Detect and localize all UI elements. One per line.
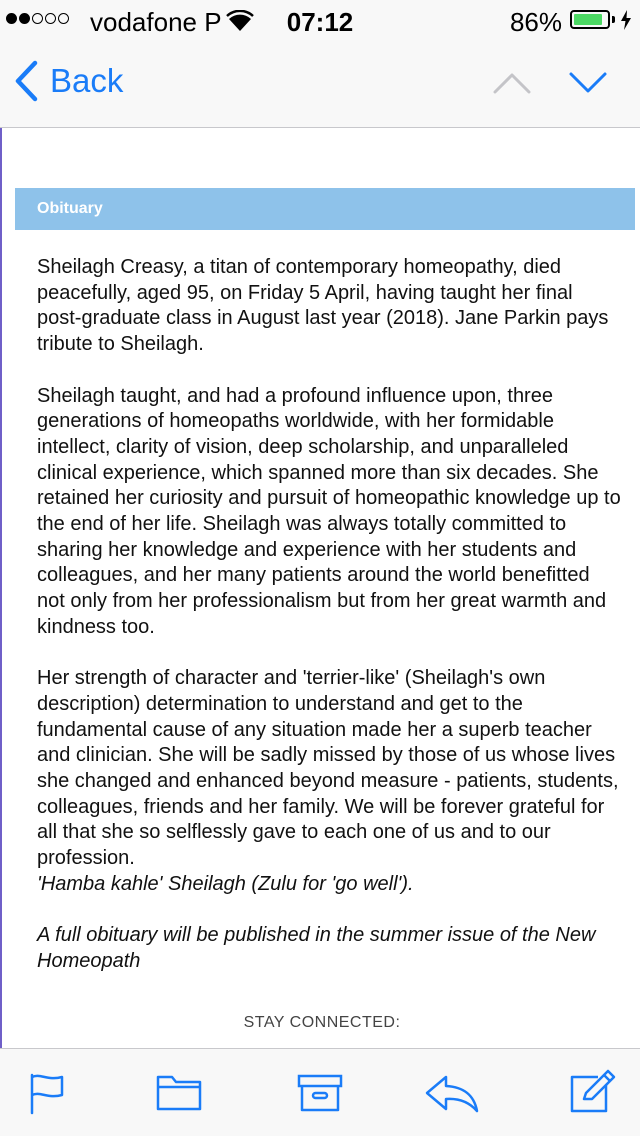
reply-icon[interactable] (424, 1073, 480, 1113)
flag-icon[interactable] (28, 1073, 68, 1115)
section-header (15, 188, 635, 230)
navigation-bar (0, 40, 640, 128)
paragraph-influence: Sheilagh taught, and had a profound influence upon, three generations of homeopaths worldwide, with her formidable intellect, clarity of vision, deep scholarship, and unparalleled clinical experience, which spanned more than six decades. She retained her curiosity and pursuit of homeopathic knowledge up to the end of her life. Sheilagh was always totally committed to sharing her knowledge and experience with her students and colleagues, and her many patients around the world benefitted not only from her professionalism but from her great warmth and kindness too. (37, 384, 621, 638)
paragraph-intro: Sheilagh Creasy, a titan of contemporary homeopathy, died peacefully, aged 95, on Friday 5 April, having taught her final post-graduate class in August last year (2018). Jane Parkin pays tribute to Sheilagh. (37, 256, 609, 356)
clock: 07:12 (286, 7, 354, 37)
section-title: Obituary (37, 200, 103, 217)
folder-icon[interactable] (156, 1073, 202, 1113)
chevron-left-icon (14, 60, 38, 102)
archive-icon[interactable] (297, 1073, 343, 1113)
paragraph-character-text: Her strength of character and 'terrier-like' (Sheilagh's own description) determination to understand and get to the fundamental cause of any situation made her a superb teacher and clinician. She will be sadly missed by those of us whose lives she changed and enhanced beyond measure - patients, students, colleagues, friends and her family. We will be forever grateful for all that she so selflessly gave to each one of us and to our profession. (37, 667, 619, 870)
article-text (37, 255, 622, 1000)
battery-icon (570, 10, 610, 29)
message-body[interactable] (0, 128, 640, 1048)
compose-icon[interactable] (568, 1069, 616, 1115)
farewell-line: 'Hamba kahle' Sheilagh (Zulu for 'go well'). (37, 872, 414, 895)
battery-cap (612, 16, 615, 23)
battery-level (574, 14, 602, 25)
charging-bolt-icon (620, 10, 632, 30)
back-button[interactable] (14, 60, 123, 102)
paragraph-character (37, 666, 622, 897)
obituary-note: A full obituary will be published in the summer issue of the New Homeopath (37, 924, 596, 972)
back-label: Back (50, 62, 124, 99)
next-message-button[interactable] (568, 62, 608, 102)
previous-message-button[interactable] (492, 62, 532, 102)
battery-percentage: 86% (509, 7, 562, 37)
carrier-name: vodafone P (90, 7, 222, 37)
status-bar (0, 0, 640, 40)
bottom-toolbar (0, 1048, 640, 1136)
stay-connected-heading: STAY CONNECTED: (243, 1014, 401, 1031)
